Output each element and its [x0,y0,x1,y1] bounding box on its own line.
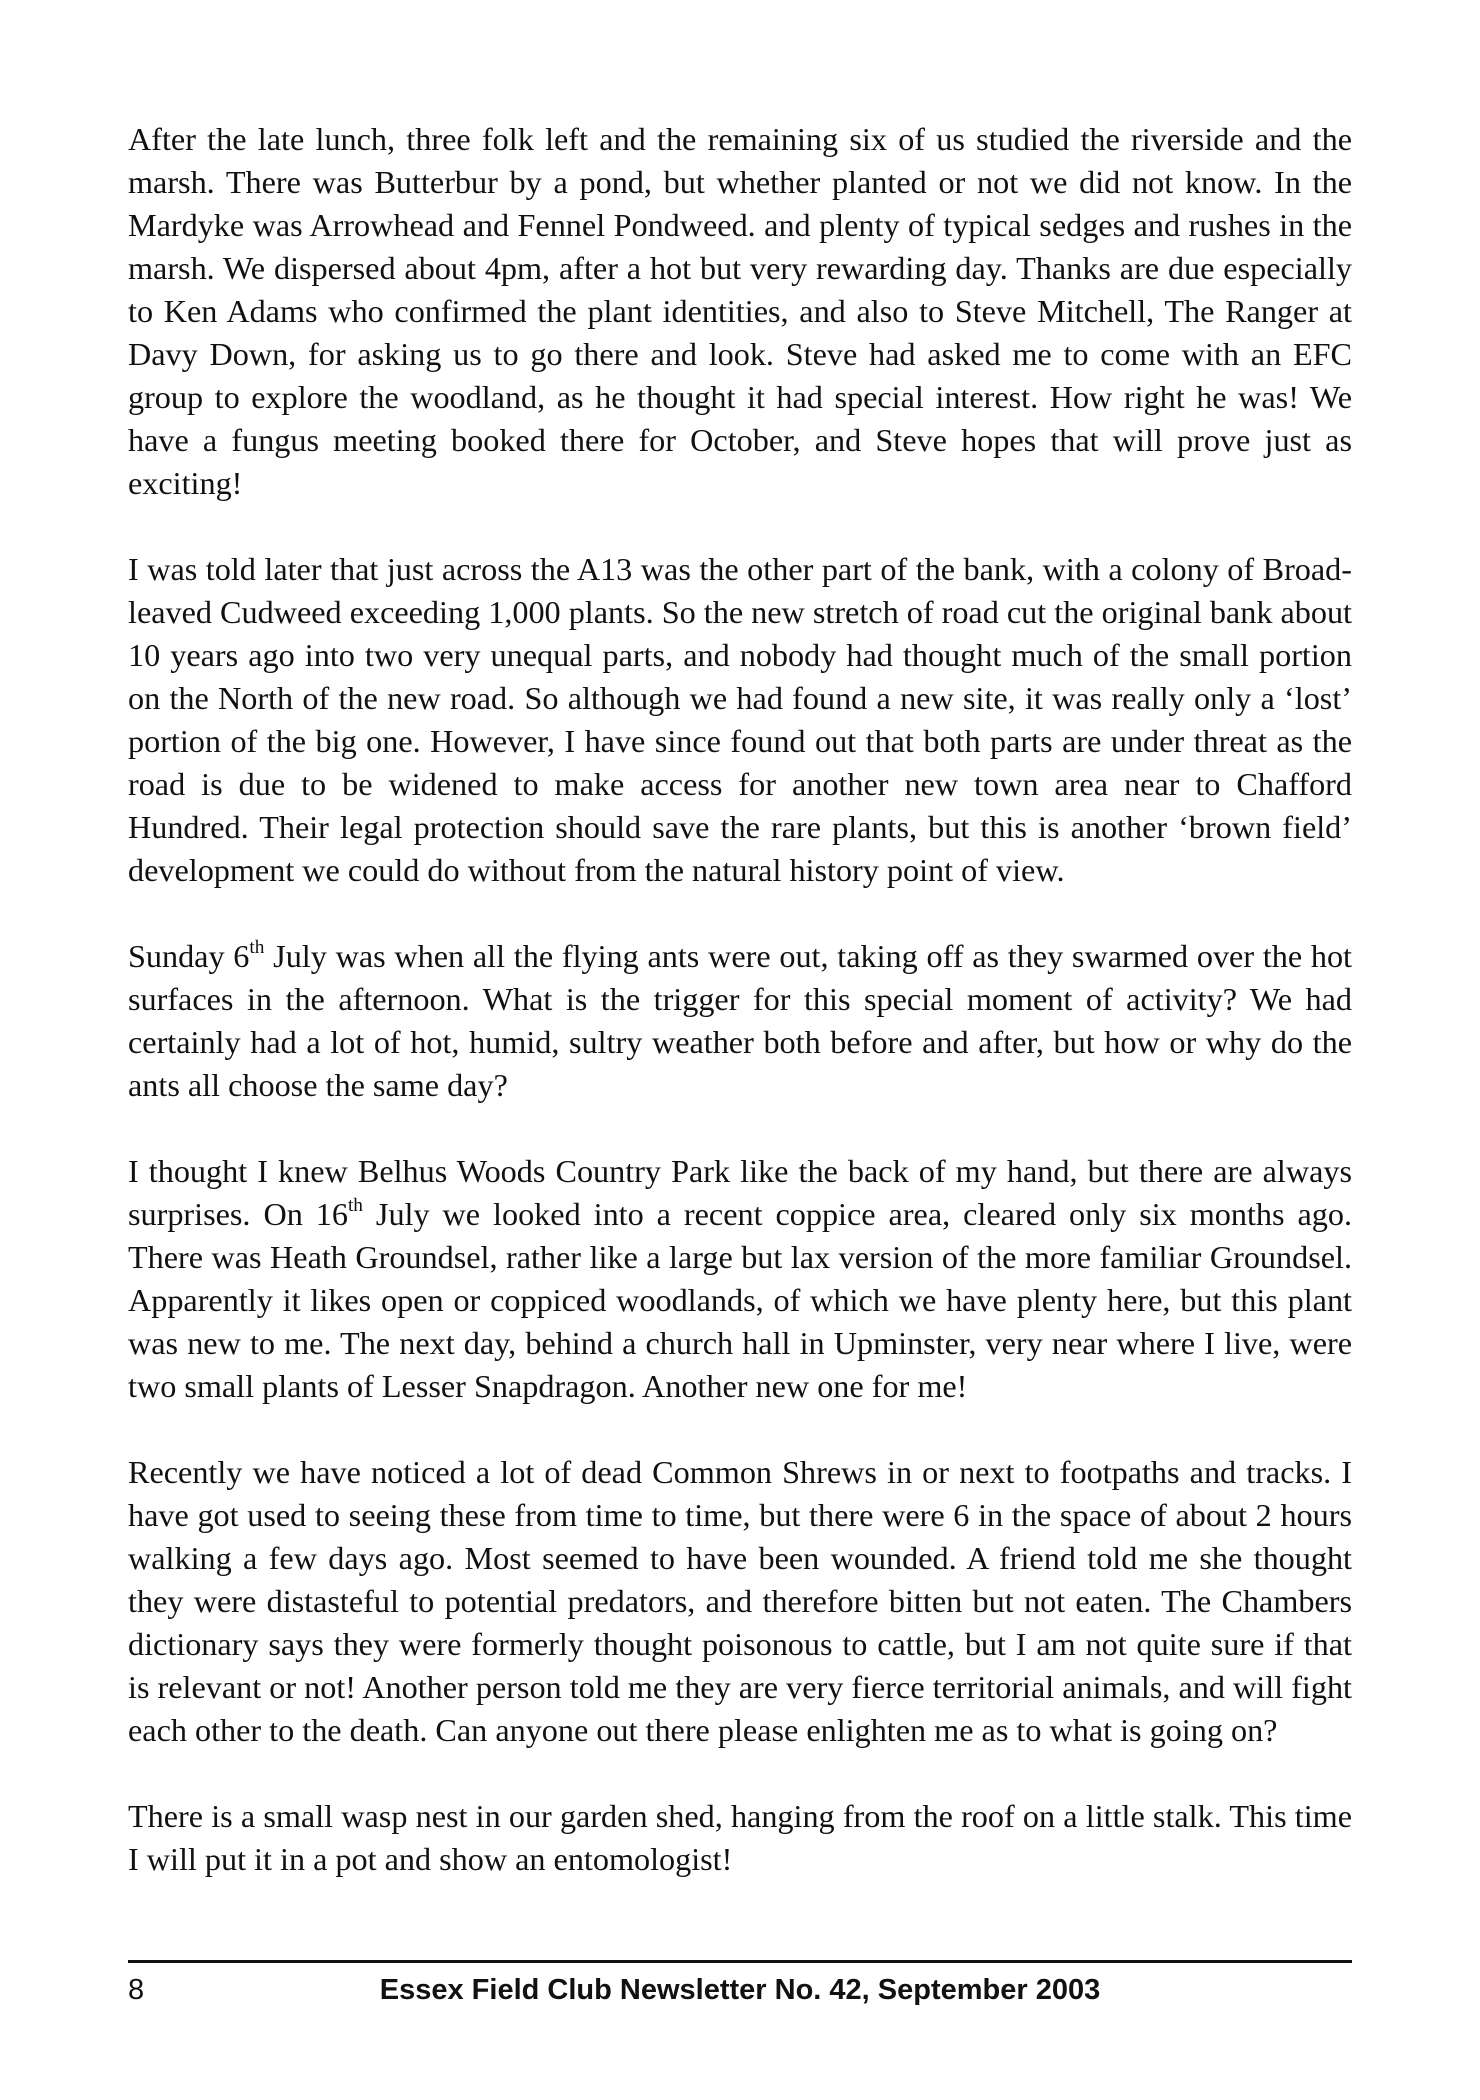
paragraph-text: July was when all the flying ants were out, taking off as they swarmed over the hot surfaces in the afternoon. What is the trigger for this special moment of activity? We had certainly had a lot of hot, humid, sultry weather both before and after, but how or why do the ants all choose the same day? [128,938,1353,1103]
paragraph-cudweed-bank [128,548,1352,892]
paragraph-common-shrews [128,1451,1352,1752]
newsletter-title: Essex Field Club Newsletter No. 42, September 2003 [379,1974,1101,2006]
page-footer [128,1970,1352,2010]
paragraph-text: I thought I knew Belhus Woods Country Park like the back of my hand, but there are always surprises. On 16 [128,1153,1352,1232]
paragraph-text: July we looked into a recent coppice area, cleared only six months ago. There was Heath Groundsel, rather like a large but lax version of the more familiar Groundsel. Apparently it likes open or coppiced woodlands, of which we have plenty here, but this plant was new to me. The next day, behind a church hall in Upminster, very near where I live, were two small plants of Lesser Snapdragon. Another new one for me! [128,1196,1352,1404]
paragraph-text: After the late lunch, three folk left and the remaining six of us studied the riverside and the marsh. There was Butterbur by a pond, but whether planted or not we did not know. In the Mardyke was Arrowhead and Fennel Pondweed. and plenty of typical sedges and rushes in the marsh. We dispersed about 4pm, after a hot but very rewarding day. Thanks are due especially to Ken Adams who confirmed the plant identities, and also to Steve Mitchell, The Ranger at Davy Down, for asking us to go there and look. Steve had asked me to come with an EFC group to explore the woodland, as he thought it had special interest. How right he was! We have a fungus meeting booked there for October, and Steve hopes that will prove just as exciting! [128,121,1352,501]
paragraph-wasp-nest [128,1795,1352,1881]
page-number: 8 [128,1974,145,2006]
article-body [128,118,1352,1881]
footer-divider [128,1960,1352,1963]
paragraph-text: I was told later that just across the A13 was the other part of the bank, with a colony of Broad-leaved Cudweed exceeding 1,000 plants. So the new stretch of road cut the original bank about 10 years ago into two very unequal parts, and nobody had thought much of the small portion on the North of the new road. So although we had found a new site, it was really only a ‘lost’ portion of the big one. However, I have since found out that both parts are under threat as the road is due to be widened to make access for another new town area near to Chafford Hundred. Their legal protection should save the rare plants, but this is another ‘brown field’ development we could do without from the natural history point of view. [128,551,1352,888]
ordinal-suffix: th [249,937,265,959]
paragraph-text: Recently we have noticed a lot of dead Common Shrews in or next to footpaths and tracks. I have got used to seeing these from time to time, but there were 6 in the space of about 2 hours walking a few days ago. Most seemed to have been wounded. A friend told me she thought they were distasteful to potential predators, and therefore bitten but not eaten. The Chambers dictionary says they were formerly thought poisonous to cattle, but I am not quite sure if that is relevant or not! Another person told me they are very fierce territorial animals, and will fight each other to the death. Can anyone out there please enlighten me as to what is going on? [128,1454,1352,1748]
ordinal-suffix: th [347,1195,363,1217]
paragraph-text: There is a small wasp nest in our garden shed, hanging from the roof on a little stalk. This time I will put it in a pot and show an entomologist! [128,1798,1352,1877]
paragraph-flying-ants [128,935,1352,1107]
paragraph-belhus-woods [128,1150,1352,1408]
paragraph-butterbur-marsh [128,118,1352,505]
paragraph-text: Sunday 6 [128,938,250,974]
